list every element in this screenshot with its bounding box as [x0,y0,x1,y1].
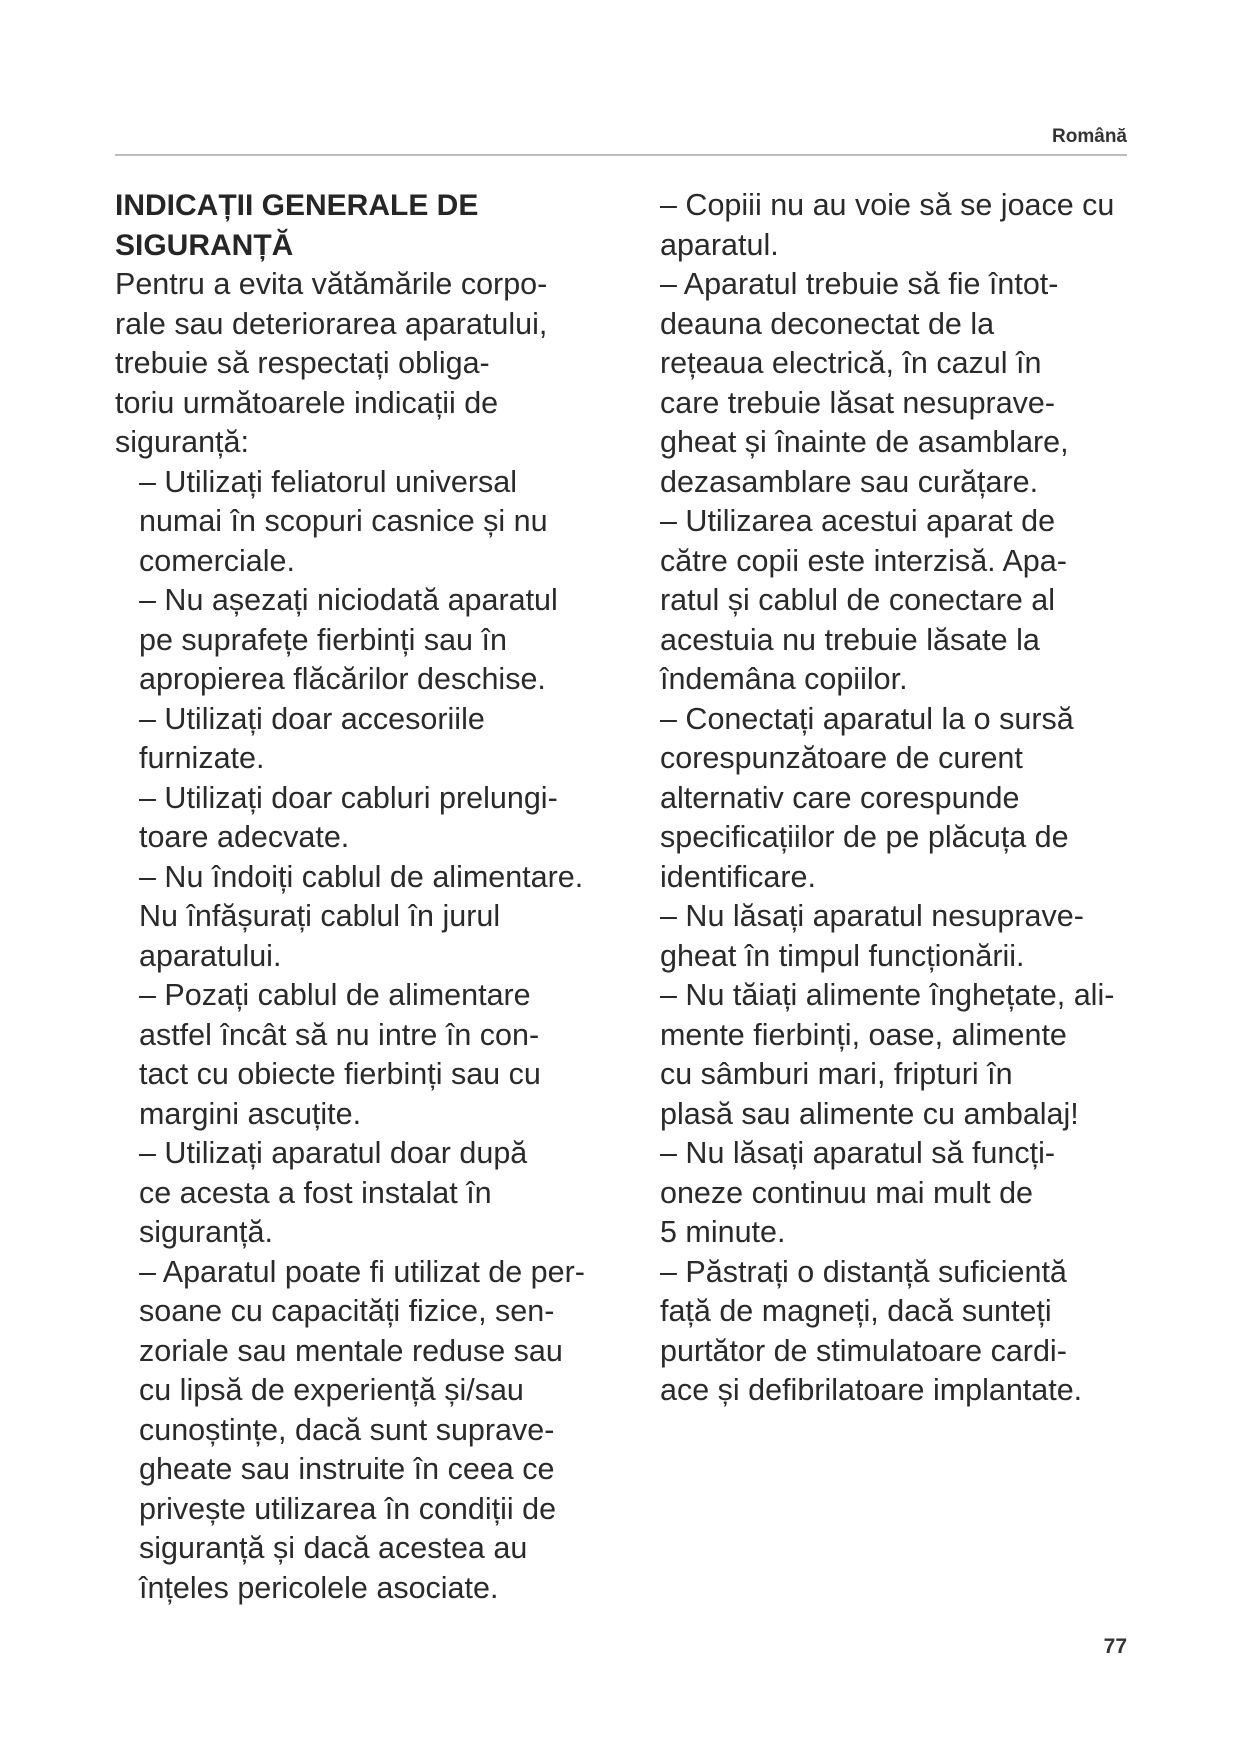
safety-item-line: – Păstrați o distanță suficientă [660,1254,1067,1289]
safety-item-line: – Utilizați feliatorul universal [139,464,518,499]
safety-item-line: numai în scopuri casnice și nu [139,504,548,538]
safety-item-line: siguranță. [139,1215,273,1249]
page-number: 77 [1103,1635,1127,1658]
section-title-line: INDICAȚII GENERALE DE [115,189,479,222]
safety-item-line: corespunzătoare de curent [660,741,1023,775]
safety-item-line: ce acesta a fost instalat în [139,1175,492,1210]
safety-item-line: plasă sau alimente cu ambalaj! [660,1096,1079,1131]
safety-item-line: purtător de stimulatoare cardi- [660,1333,1067,1368]
safety-item-line: – Nu îndoiți cablul de alimentare. [139,859,584,894]
header-divider [115,154,1127,156]
safety-item [139,976,635,1134]
safety-item-line: – Nu tăiați alimente înghețate, ali- [660,978,1115,1012]
section-title-line: SIGURANȚĂ [115,228,294,262]
safety-item-line: către copii este interzisă. Apa- [660,543,1067,578]
safety-item-line: dezasamblare sau curățare. [660,464,1039,499]
safety-item-line: alternativ care corespunde [660,780,1020,815]
safety-item-line: 5 minute. [660,1215,786,1249]
safety-item-line: oneze continuu mai mult de [660,1175,1033,1210]
safety-item-line: cu sâmburi mari, fripturi în [660,1057,1013,1091]
safety-item-line: cunoștințe, dacă sunt suprave- [139,1412,555,1447]
intro-line: siguranță: [115,425,249,459]
safety-item-line: tact cu obiecte fierbinți sau cu [139,1057,541,1091]
safety-item-line: – Conectați aparatul la o sursă [660,701,1074,736]
safety-item [139,581,635,700]
safety-item-line: aparatului. [139,938,282,973]
intro-line: toriu următoarele indicații de [115,385,499,420]
safety-item-line: mente fierbinți, oase, alimente [660,1017,1067,1052]
safety-item-line: – Aparatul trebuie să fie întot- [660,267,1059,301]
safety-item-line: care trebuie lăsat nesuprave- [660,385,1056,420]
safety-item-line: pe suprafețe fierbinți sau în [139,622,507,657]
safety-item-line: astfel încât să nu intre în con- [139,1017,540,1052]
safety-item-line: ratul și cablul de conectare al [660,583,1056,617]
safety-item-line: – Utilizarea acestui aparat de [660,504,1056,538]
safety-item-line: margini ascuțite. [139,1096,362,1131]
safety-item [660,897,1175,976]
safety-item [139,858,635,977]
safety-item [139,779,635,858]
safety-item-line: față de magneți, dacă sunteți [660,1294,1052,1328]
right-column [660,186,1175,1411]
header-language: Română [1052,126,1127,147]
safety-item-line: siguranță și dacă acestea au [139,1531,528,1565]
safety-item-line: toare adecvate. [139,820,350,854]
safety-item-line: gheate sau instruite în ceea ce [139,1452,555,1486]
safety-item-line: acestuia nu trebuie lăsate la [660,622,1040,657]
safety-item [660,700,1175,898]
safety-item [660,1253,1175,1411]
safety-item [139,1134,635,1253]
safety-item-line: cu lipsă de experiență și/sau [139,1373,524,1407]
intro-line: trebuie să respectați obliga- [115,346,490,380]
safety-item [139,463,635,582]
safety-item-line: – Aparatul poate fi utilizat de per- [139,1254,585,1289]
safety-item-line: – Nu așezați niciodată aparatul [139,583,558,617]
safety-item-line: – Pozați cablul de alimentare [139,978,531,1012]
safety-item-line: îndemâna copiilor. [660,662,908,696]
safety-item-line: comerciale. [139,543,295,578]
safety-item-line: Nu înfășurați cablul în jurul [139,899,501,933]
safety-item-line: – Utilizați doar accesoriile [139,701,485,736]
safety-item-line: identificare. [660,859,816,894]
safety-item [660,186,1175,265]
safety-item [660,502,1175,700]
safety-item-line: soane cu capacități fizice, sen- [139,1294,555,1328]
safety-item [139,1253,635,1609]
safety-item-line: gheat și înainte de asamblare, [660,425,1069,459]
safety-item-line: – Utilizați doar cabluri prelungi- [139,780,558,815]
safety-item-line: – Copiii nu au voie să se joace cu [660,188,1115,222]
safety-item-line: aparatul. [660,227,779,262]
safety-item-line: înțeles pericolele asociate. [139,1570,499,1605]
safety-item-line: gheat în timpul funcționării. [660,938,1025,973]
section-title [115,186,635,265]
intro-paragraph [115,265,635,463]
left-column [115,186,635,1608]
safety-list-left [115,463,635,1609]
intro-line: rale sau deteriorarea aparatului, [115,306,548,341]
safety-list-right [660,186,1175,1411]
safety-item-line: specificațiilor de pe plăcuța de [660,820,1069,854]
safety-item-line: – Nu lăsați aparatul să funcți- [660,1136,1056,1170]
safety-item-line: deauna deconectat de la [660,306,995,341]
safety-item [660,265,1175,502]
safety-item [660,976,1175,1134]
safety-item-line: – Utilizați aparatul doar după [139,1136,528,1170]
safety-item-line: – Nu lăsați aparatul nesuprave- [660,899,1084,933]
safety-item-line: zoriale sau mentale reduse sau [139,1333,563,1368]
safety-item-line: apropierea flăcărilor deschise. [139,662,546,696]
safety-item-line: privește utilizarea în condiții de [139,1491,557,1526]
intro-line: Pentru a evita vătămările corpo- [115,267,548,301]
safety-item-line: rețeaua electrică, în cazul în [660,346,1042,380]
safety-item [139,700,635,779]
safety-item [660,1134,1175,1253]
safety-item-line: furnizate. [139,741,265,775]
safety-item-line: ace și defibrilatoare implantate. [660,1373,1083,1407]
